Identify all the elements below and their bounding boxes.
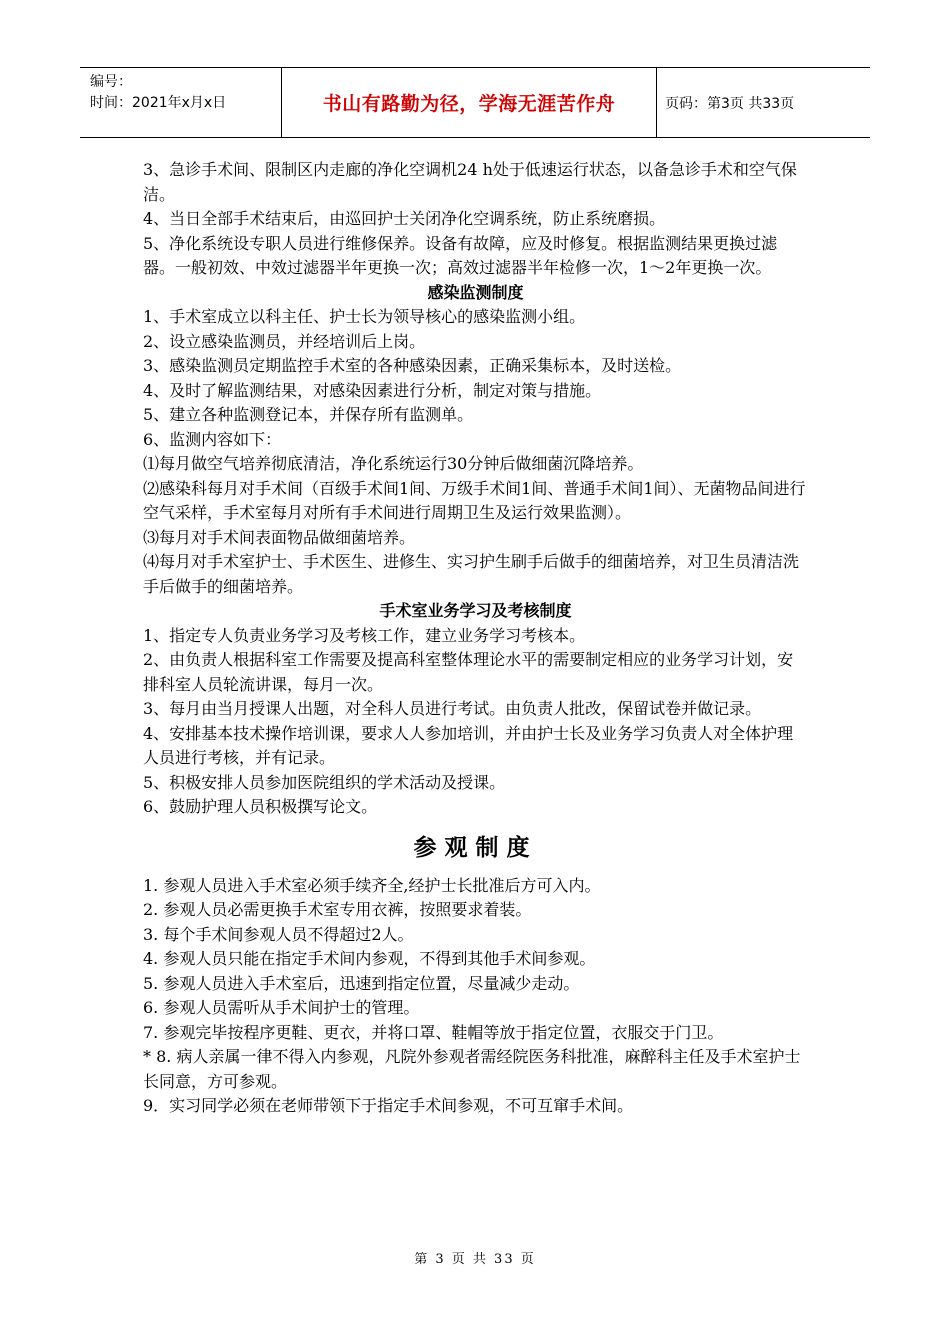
paragraph: 5. 参观人员进入手术室后，迅速到指定位置，尽量减少走动。 [143,973,580,993]
paragraph: ⑷每月对手术室护士、手术医生、进修生、实习护生刷手后做手的细菌培养，对卫生员清洁洗手后做手的细菌培养。 [143,552,800,596]
paragraph: 4、安排基本技术操作培训课，要求人人参加培训，并由护士长及业务学习负责人对全体护理人员进行考核，并有记录。 [143,723,794,767]
header-meta [80,68,282,137]
paragraph: * 8. 病人亲属一律不得入内参观，凡院外参观者需经院医务科批准，麻醉科主任及手术室护士长同意，方可参观。 [143,1047,801,1091]
paragraph: 1. 参观人员进入手术室必须手续齐全,经护士长批准后方可入内。 [143,875,601,895]
paragraph: 3、感染监测员定期监控手术室的各种感染因素，正确采集标本，及时送检。 [143,356,682,375]
paragraph: 5、净化系统设专职人员进行维修保养。设备有故障，应及时修复。根据监测结果更换过滤器。一般初效、中效过滤器半年更换一次；高效过滤器半年检修一次，1～2年更换一次。 [143,233,778,277]
paragraph: 2、由负责人根据科室工作需要及提高科室整体理论水平的需要制定相应的业务学习计划，安排科室人员轮流讲课，每月一次。 [143,650,794,694]
paragraph: ⑵感染科每月对手术间（百级手术间1间、万级手术间1间、普通手术间1间）、无菌物品间进行空气采样，手术室每月对所有手术间进行周期卫生及运行效果监测）。 [143,478,806,522]
paragraph: 1、手术室成立以科主任、护士长为领导核心的感染监测小组。 [143,307,586,326]
paragraph: 4、及时了解监测结果，对感染因素进行分析，制定对策与措施。 [143,380,602,400]
page-footer: 第 3 页 共 33 页 [414,1252,536,1267]
paragraph: 7. 参观完毕按程序更鞋、更衣，并将口罩、鞋帽等放于指定位置，衣服交于门卫。 [143,1022,724,1042]
paragraph: 6、监测内容如下： [143,429,282,449]
paragraph: 4. 参观人员只能在指定手术间内参观，不得到其他手术间参观。 [143,949,596,968]
paragraph: 9．实习同学必须在老师带领下于指定手术间参观，不可互窜手术间。 [143,1096,634,1115]
paragraph: 6、鼓励护理人员积极撰写论文。 [143,797,378,816]
time-label: 时间：2021年x月x日 [90,95,227,111]
header-page-label: 页码：第3页 共33页 [665,95,795,112]
section-heading: 手术室业务学习及考核制度 [379,601,572,620]
paragraph: ⑴每月做空气培养彻底清洁，净化系统运行30分钟后做细菌沉降培养。 [143,454,644,473]
paragraph: 2. 参观人员必需更换手术室专用衣裤，按照要求着装。 [143,900,532,919]
paragraph: 3、急诊手术间、限制区内走廊的净化空调机24 h处于低速运行状态，以备急诊手术和空气保洁。 [143,160,797,204]
header-motto: 书山有路勤为径，学海无涯苦作舟 [282,68,657,137]
paragraph: 5、积极安排人员参加医院组织的学术活动及授课。 [143,772,506,792]
section-heading: 参观制度 [413,834,538,861]
paragraph: 4、当日全部手术结束后，由巡回护士关闭净化空调系统，防止系统磨损。 [143,209,666,228]
document-body [143,158,808,1119]
paragraph: 6. 参观人员需听从手术间护士的管理。 [143,998,420,1017]
paragraph: ⑶每月对手术间表面物品做细菌培养。 [143,527,416,547]
page-header [80,67,870,138]
section-heading: 感染监测制度 [427,282,524,302]
paragraph: 5、建立各种监测登记本，并保存所有监测单。 [143,405,474,424]
paragraph: 1、指定专人负责业务学习及考核工作，建立业务学习考核本。 [143,625,586,645]
paragraph: 3. 每个手术间参观人员不得超过2人。 [143,924,414,944]
serial-label: 编号： [90,74,132,90]
paragraph: 2、设立感染监测员，并经培训后上岗。 [143,331,426,351]
paragraph: 3、每月由当月授课人出题，对全科人员进行考试。由负责人批改，保留试卷并做记录。 [143,699,762,718]
